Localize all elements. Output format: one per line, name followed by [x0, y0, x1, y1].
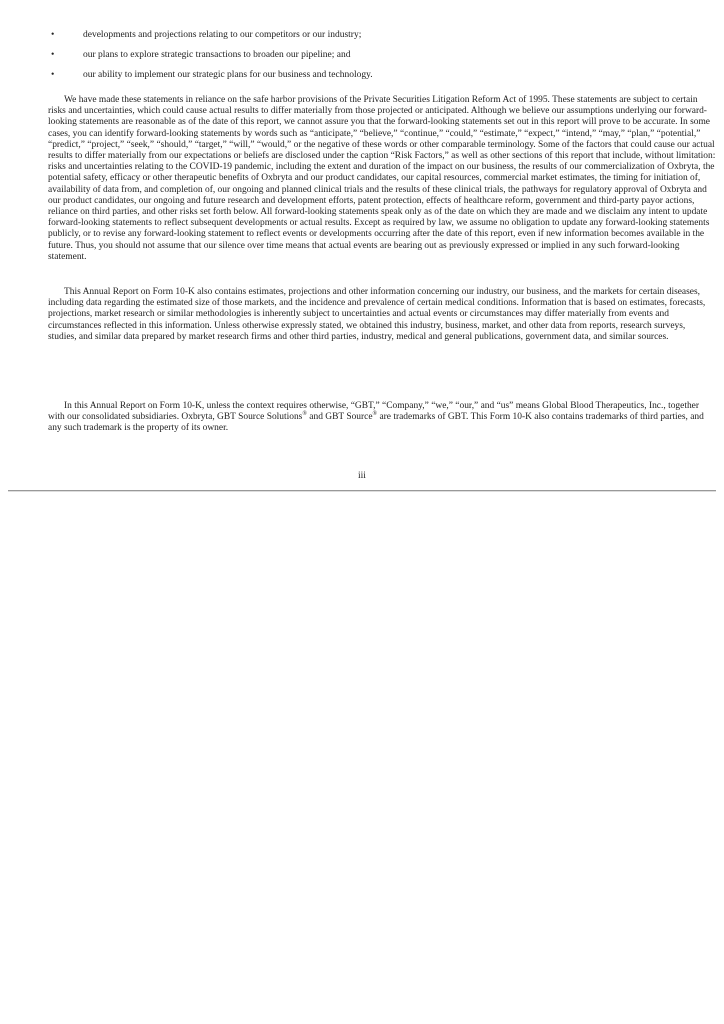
list-item: [48, 70, 718, 90]
trademarks-text-b: and GBT Source: [306, 412, 373, 423]
bullet-list: [48, 30, 718, 90]
bullet-marker: •: [51, 30, 55, 40]
trademarks-text-a: In this Annual Report on Form 10-K, unless the context requires otherwise, “GBT,” “Company,” “we,” “our,” and “us” means Global Blood Therapeutics, Inc., together with our consolidated subsidiaries. Oxbryta, GBT Source Solutions: [48, 401, 699, 423]
safe-harbor-paragraph: We have made these statements in reliance on the safe harbor provisions of the Private Securities Litigation Reform Act of 1995. These statements are subject to certain risks and uncertainties, which could cause actual results to differ materially from those projected or anticipated. Although we believe our assumptions underlying our forward-looking statements are reasonable as of the date of this report, we cannot assure you that the forward-looking statements set out in this report will prove to be accurate. In some cases, you can identify forward-looking statements by words such as “anticipate,” “believe,” “continue,” “could,” “estimate,” “expect,” “intend,” “may,” “plan,” “potential,” “predict,” “project,” “seek,” “should,” “target,” “will,” “would,” or the negative of these words or other comparable terminology. Some of the factors that could cause our actual results to differ materially from our expectations or beliefs are disclosed under the caption “Risk Factors,” as well as other sections of this report that include, without limitation: risks and uncertainties relating to the COVID-19 pandemic, including the extent and duration of the impact on our business, the results of our commercialization of Oxbryta, the potential safety, efficacy or other therapeutic benefits of Oxbryta and our product candidates, our capital resources, commercial market estimates, the timing for initiation of, availability of data from, and completion of, our ongoing and planned clinical trials and the results of these clinical trials, the pathways for regulatory approval of Oxbryta and our product candidates, our ongoing and future research and development efforts, patent protection, effects of healthcare reform, government and third-party payor actions, reliance on third parties, and other risks set forth below. All forward-looking statements speak only as of the date on which they are made and we disclaim any intent to update forward-looking statements to reflect subsequent developments or actual results. Except as required by law, we assume no obligation to update any forward-looking statements publicly, or to revise any forward-looking statement to reflect events or developments occurring after the date of this report, even if new information becomes available in the future. Thus, you should not assume that our silence over time means that actual events are bearing out as previously expressed or implied in any such forward-looking statement.: [48, 95, 716, 262]
list-item: [48, 50, 718, 70]
bullet-marker: •: [51, 70, 55, 80]
list-item: [48, 30, 718, 50]
bullet-marker: •: [51, 50, 55, 60]
bullet-text: our plans to explore strategic transactions to broaden our pipeline; and: [83, 50, 351, 60]
trademarks-paragraph: [48, 401, 716, 435]
page-divider: [8, 490, 716, 491]
trademarks-text-c: are trademarks of GBT. This Form 10-K also contains trademarks of third parties, and any such trademark is the property of its owner.: [48, 412, 704, 434]
registered-mark: ®: [302, 411, 307, 418]
bullet-text: developments and projections relating to our competitors or our industry;: [83, 30, 362, 40]
bullet-text: our ability to implement our strategic plans for our business and technology.: [83, 70, 373, 80]
market-data-paragraph: This Annual Report on Form 10-K also contains estimates, projections and other information concerning our industry, our business, and the markets for certain diseases, including data regarding the estimated size of those markets, and the incidence and prevalence of certain medical conditions. Information that is based on estimates, forecasts, projections, market research or similar methodologies is inherently subject to uncertainties and actual events or circumstances may differ materially from events and circumstances reflected in this information. Unless otherwise expressly stated, we obtained this industry, business, market, and other data from reports, research surveys, studies, and similar data prepared by market research firms and other third parties, industry, medical and general publications, government data, and similar sources.: [48, 287, 706, 342]
registered-mark: ®: [372, 411, 378, 418]
page-number: iii: [358, 471, 366, 481]
